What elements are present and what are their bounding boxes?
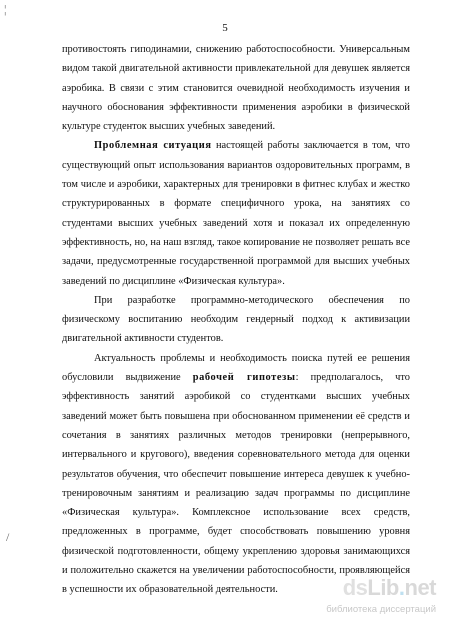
document-body [62, 40, 410, 600]
watermark-logo [324, 575, 436, 615]
scan-artifact-mark: ¦ [4, 2, 7, 16]
problem-situation-term: Проблемная ситуация [94, 140, 212, 152]
paragraph-1: противостоять гиподинамии, снижению работоспособности. Универсальным видом такой двигательной активности привлекательной для девушек является аэробика. В связи с этим становится очевидной необходимость изучения и научного обоснования эффективности применения аэробики в физической культуре студенток высших учебных заведений. [62, 44, 410, 133]
watermark-brand: dsLib.net [342, 575, 436, 600]
page-number: 5 [222, 22, 228, 34]
paragraph-4-text-b: : предполагалось, что эффективность занятий аэробикой со студентками высших учебных заведений может быть повышена при обоснованном применении её средств и сочетания в занятиях различных методов тренировки (непрерывного, интервального и кругового), введения соревновательного метода для оценки результатов обучения, что обеспечит повышение интереса девушек к учебно-тренировочным занятиям и реализацию задач программы по дисциплине «Физическая культура». Комплексное использование всех средств, предложенных в программе, будет способствовать повышению уровня физической подготовленности, общему укреплению здоровья занимающихся и положительно скажется на увеличении работоспособности, проявляющейся в успешности их образовательной деятельности. [62, 372, 410, 596]
paragraph-3: При разработке программно-методического обеспечения по физическому воспитанию необходим гендерный подход к активизации двигательной активности студентов. [62, 294, 410, 345]
watermark-subtitle: библиотека диссертаций [326, 604, 436, 615]
working-hypothesis-term: рабочей гипотезы [192, 372, 296, 384]
paragraph-2-text: настоящей работы заключается в том, что существующий опыт использования вариантов оздоровительных программ, в том числе и аэробики, характерных для тренировки в фитнес клубах и жестко структурированных в формате специфичного урока, на занятиях со студентами высших учебных заведений хотя и показал их определенную эффективность, но, на наш взгляд, такое копирование не позволяет решать все задачи, предусмотренные государственной программой для высших учебных заведений по дисциплине «Физическая культура». [62, 140, 410, 287]
paragraph-2 [62, 136, 410, 290]
paragraph-4-text-a: Актуальность проблемы и необходимость поиска путей ее решения обусловили выдвижение [62, 352, 410, 384]
paragraph-4 [62, 349, 410, 600]
scan-artifact-mark: / [6, 530, 10, 544]
